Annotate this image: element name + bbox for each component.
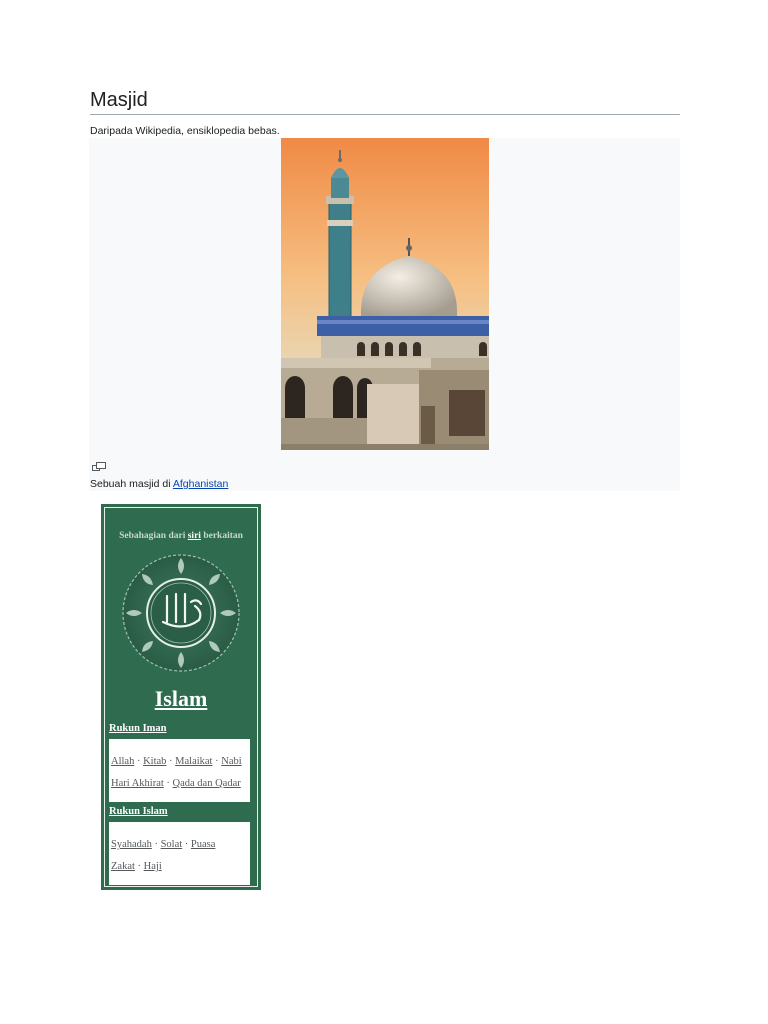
link-zakat[interactable]: Zakat <box>111 861 135 872</box>
section-body-rukun-islam <box>109 822 250 885</box>
islam-series-sidebar <box>101 504 261 890</box>
caption-text: Sebuah masjid di <box>90 478 173 490</box>
sidebar-title[interactable]: Islam <box>154 686 208 711</box>
link-nabi[interactable]: Nabi <box>221 756 242 767</box>
link-kitab[interactable]: Kitab <box>143 756 167 767</box>
link-hari-akhirat[interactable]: Hari Akhirat <box>111 778 164 789</box>
page-title: Masjid <box>90 88 680 115</box>
section-body-rukun-iman <box>109 739 250 802</box>
link-allah[interactable]: Allah <box>111 756 135 767</box>
caption-link-afghanistan[interactable]: Afghanistan <box>172 478 229 490</box>
link-haji[interactable]: Haji <box>143 861 162 872</box>
thumbnail-caption <box>90 478 228 491</box>
thumbnail-box <box>89 138 680 491</box>
list-row: Syahadah · Solat · Puasa <box>111 839 216 850</box>
list-row: Allah · Kitab · Malaikat · Nabi <box>111 756 242 767</box>
section-heading-rukun-iman[interactable]: Rukun Iman <box>109 723 167 734</box>
list-row: Hari Akhirat · Qada dan Qadar <box>111 778 241 789</box>
link-qada-dan-qadar[interactable]: Qada dan Qadar <box>172 778 241 789</box>
tagline: Daripada Wikipedia, ensiklopedia bebas. <box>90 125 280 137</box>
series-header: Sebahagian dari siri berkaitan <box>119 531 243 541</box>
magnify-clip-icon[interactable] <box>92 459 106 469</box>
link-puasa[interactable]: Puasa <box>190 839 216 850</box>
link-syahadah[interactable]: Syahadah <box>111 839 152 850</box>
link-solat[interactable]: Solat <box>160 839 183 850</box>
series-link[interactable]: siri <box>187 531 201 541</box>
allah-calligraphy-emblem[interactable] <box>121 552 241 674</box>
section-heading-rukun-islam[interactable]: Rukun Islam <box>109 806 168 817</box>
link-malaikat[interactable]: Malaikat <box>175 756 213 767</box>
mosque-photo[interactable] <box>281 138 489 450</box>
list-row: Zakat · Haji <box>111 861 162 872</box>
